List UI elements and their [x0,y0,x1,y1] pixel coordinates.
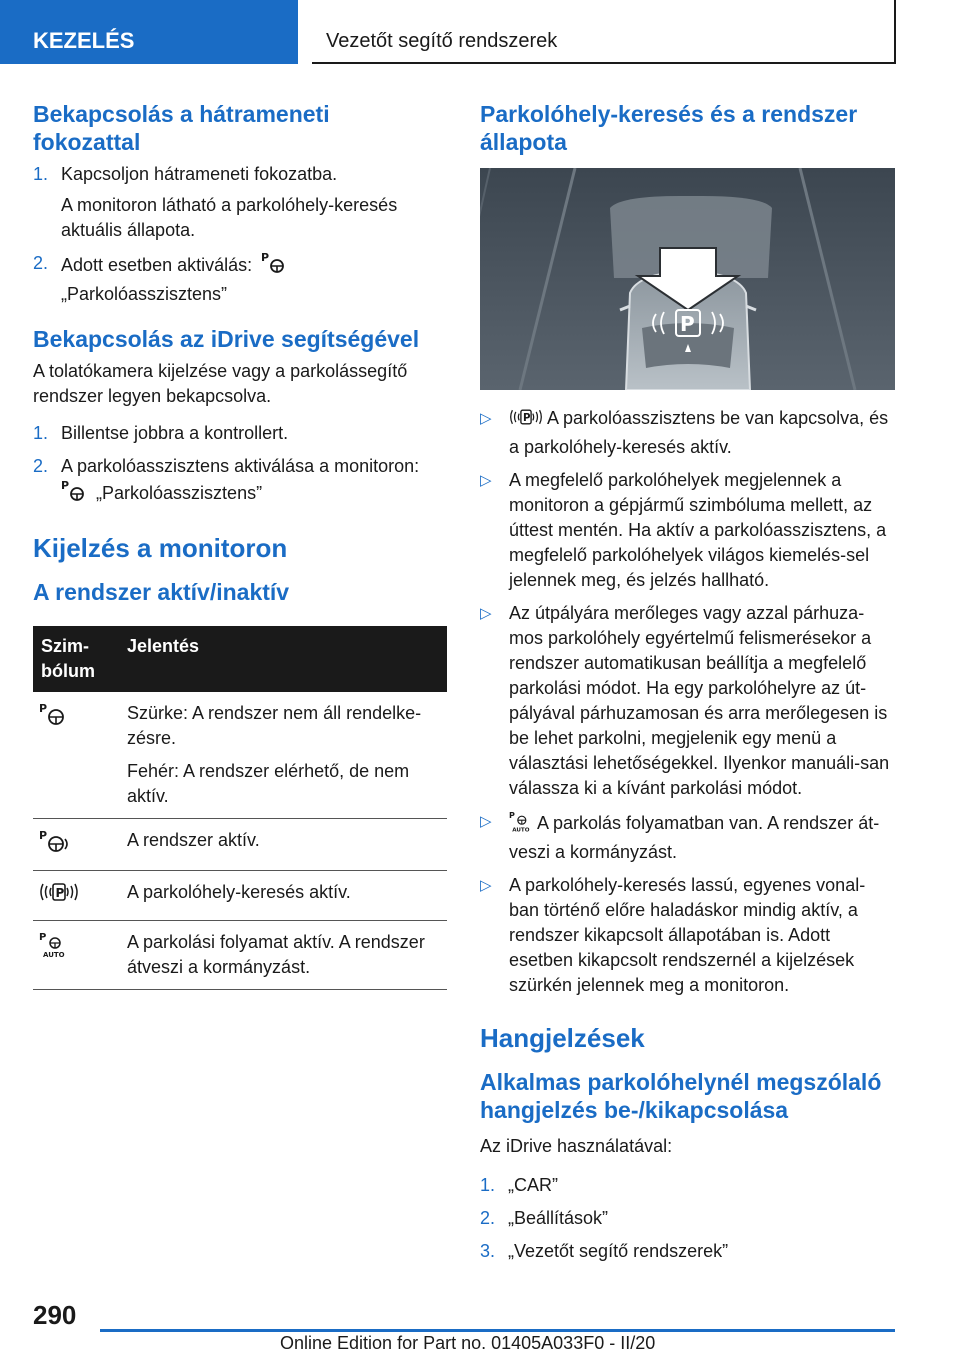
footer-divider [100,1329,895,1332]
step-text: A parkolóasszisztens aktiválása a monitoron: [61,456,420,476]
section-title: Bekapcsolás a hátrameneti fokozattal [33,101,330,155]
bullet-triangle-icon: ▷ [480,605,492,622]
step-number: 2. [33,253,49,273]
step-text: „Vezetőt segítő rendszerek” [508,1241,729,1261]
step-number: 2. [33,456,49,476]
section-title: Bekapcsolás az iDrive segítségével [33,326,420,352]
steps-list [33,421,447,510]
symbol-legend-table [33,626,447,990]
subsection-title: Alkalmas parkolóhelynél megszólaló hangjelzés be-/kikapcsolása [480,1069,882,1123]
section-heading: Hangjelzések [480,1023,645,1053]
svg-text:P: P [39,829,48,842]
list-item [480,1173,895,1198]
bullet-triangle-icon: ▷ [480,410,492,427]
step-result: A monitoron látható a parkolóhely-keresés aktuális állapota. [61,195,398,240]
list-item [480,406,895,460]
svg-text:P: P [39,702,48,715]
section-heading: Kijelzés a monitoron [33,533,288,563]
list-item [480,468,895,593]
svg-text:P: P [61,479,70,492]
bullet-triangle-icon: ▷ [480,472,492,489]
step-number: 1. [480,1175,496,1195]
left-column [33,100,447,990]
svg-text:P: P [523,413,531,425]
subsection-title: A rendszer aktív/inaktív [33,579,290,605]
step-text: Billentse jobbra a kontrollert. [61,423,289,443]
parking-assistant-icon [33,692,119,819]
svg-text:AUTO: AUTO [512,827,530,833]
page-number: 290 [33,1300,77,1330]
bullet-text: A parkolóhely-keresés lassú, egyenes vonal-ban történő előre haladáskor mindig aktív, a rendszer kikapcsolt állapotában is. Adott esetben kikapcsolt rendszernél a kijelzések szürkén jelennek meg a monitoron. [509,875,866,995]
section-title: Parkolóhely-keresés és a rendszer állapota [480,101,858,155]
bullet-text: A parkolás folyamatban van. A rendszer át-veszi a kormányzást. [509,813,880,862]
step-text: „CAR” [508,1175,558,1195]
cell-text: A rendszer aktív. [127,830,260,850]
paragraph: A tolatókamera kijelzése vagy a parkolássegítő rendszer legyen bekapcsolva. [33,361,408,406]
svg-text:P: P [261,251,270,264]
footer-edition: Online Edition for Part no. 01405A033F0 - II/20 [280,1333,656,1353]
list-item [480,601,895,801]
list-item [33,162,447,243]
steps-list [480,1173,895,1264]
list-item [33,421,447,446]
bullet-text: A megfelelő parkolóhelyek megjelennek a monitoron a gépjármű szimbóluma mellett, az úttest mentén. Ha aktív a parkolóasszisztens, a megfelelő parkolóhelyek világos kiemelés-sel jelennek meg, és jelzés hallható. [509,470,887,590]
parking-assistant-active-icon [33,819,119,871]
parking-space-search-icon [33,871,119,921]
table-row [33,819,447,871]
header-chapter-title: Vezetőt segítő rendszerek [312,0,896,64]
step-number: 1. [33,423,49,443]
cell-text: A parkolási folyamat aktív. A rendszer átveszi a kormányzást. [127,932,425,977]
svg-text:P: P [39,932,47,943]
bullet-list [480,406,895,998]
step-text: „Beállítások” [508,1208,609,1228]
list-item [480,1206,895,1231]
table-cell [119,871,447,921]
step-result: „Parkolóasszisztens” [61,284,228,304]
header-section-tab: KEZELÉS [0,0,298,64]
parking-auto-icon [33,921,119,990]
list-item [480,1239,895,1264]
table-row [33,921,447,990]
svg-text:P: P [509,810,515,820]
step-number: 1. [33,164,49,184]
bullet-text: A parkolóasszisztens be van kapcsolva, és a parkolóhely-keresés aktív. [509,408,889,457]
bullet-triangle-icon: ▷ [480,877,492,894]
step-number: 2. [480,1208,496,1228]
parking-assistant-icon [61,479,87,510]
cell-text: A parkolóhely-keresés aktív. [127,882,351,902]
table-header-meaning: Jelentés [119,626,447,692]
steps-list [33,162,447,307]
cell-text: Fehér: A rendszer elérhető, de nem aktív. [127,761,410,806]
cell-text: Szürke: A rendszer nem áll rendelke-zésre. [127,703,422,748]
parking-space-search-icon [509,406,543,435]
parking-assistant-icon [261,251,287,282]
table-cell [119,819,447,871]
parking-auto-icon [509,809,533,840]
figure-parking-label: P [680,312,695,336]
table-header-symbol: Szim- bólum [33,626,119,692]
table-cell [119,921,447,990]
step-text: Adott esetben aktiválás: [61,255,253,275]
list-item [480,873,895,998]
paragraph: Az iDrive használatával: [480,1136,673,1156]
right-column [480,100,895,1272]
table-cell [119,692,447,819]
list-item [33,454,447,510]
list-item [480,809,895,865]
svg-text:P: P [55,886,65,900]
list-item [33,251,447,307]
svg-text:AUTO: AUTO [43,951,65,958]
step-number: 3. [480,1241,496,1261]
parking-monitor-illustration [480,168,895,390]
step-text: Kapcsoljon hátrameneti fokozatba. [61,164,338,184]
table-row [33,692,447,819]
bullet-triangle-icon: ▷ [480,813,492,830]
bullet-text: Az útpályára merőleges vagy azzal párhuza-mos parkolóhely egyértelmű felismerésekor a rendszer automatikusan beállítja a megfelelő parkolási módot. Ha egy parkolóhelyre az út-pályával párhuzamosan és arra merőlegesen is be lehet parkolni, megjelenik egy menü a választási lehetőségekkel. Ilyenkor manuáli-san válassza ki a kívánt parkolási módot. [509,603,890,798]
step-result: „Parkolóasszisztens” [96,483,263,503]
table-row [33,871,447,921]
